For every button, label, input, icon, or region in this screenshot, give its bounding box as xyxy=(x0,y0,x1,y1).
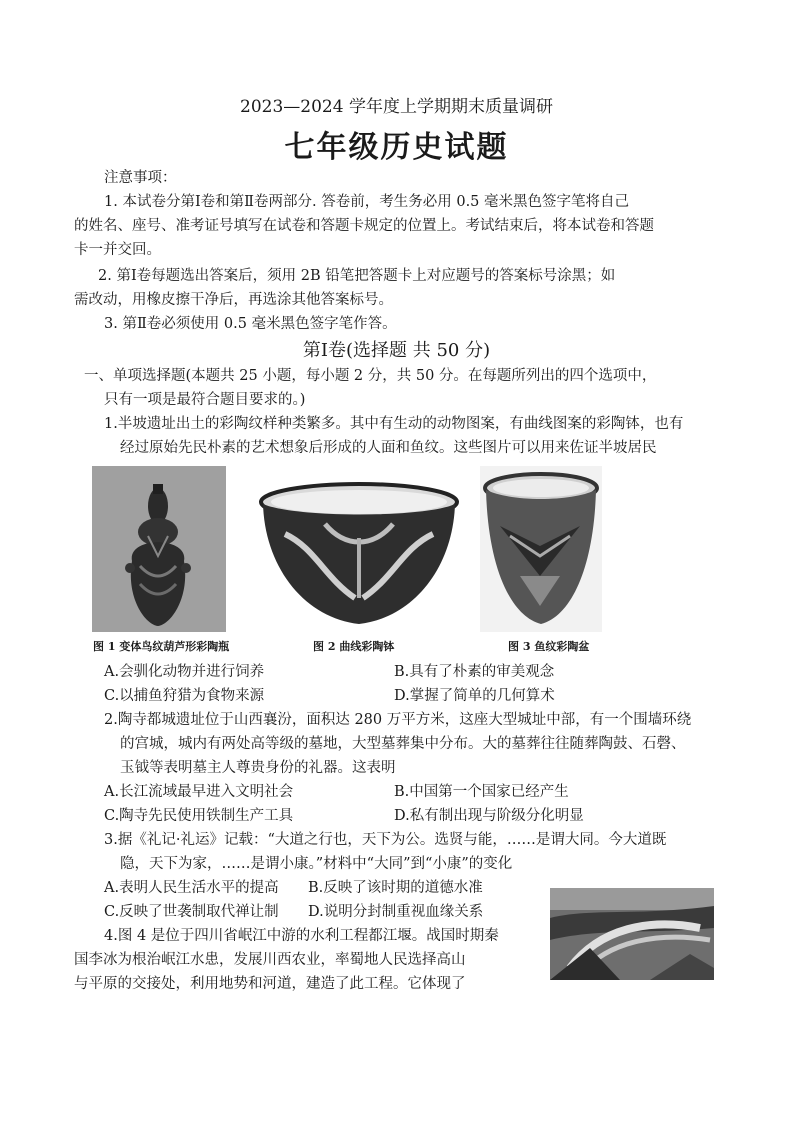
figure-2-bowl xyxy=(255,478,463,632)
figure-3-caption: 图 3 鱼纹彩陶盆 xyxy=(508,640,590,653)
option-c: C.反映了世袭制取代禅让制 xyxy=(104,904,279,920)
notice-line: 的姓名、座号、准考证号填写在试卷和答题卡规定的位置上。考试结束后，将本试卷和答题 xyxy=(74,218,654,234)
question-stem: 的宫城，城内有两处高等级的墓地，大型墓葬集中分布。大的墓葬往往随葬陶鼓、石磬、 xyxy=(120,736,686,752)
question-stem: 隐，天下为家，……是谓小康。”材料中“大同”到“小康”的变化 xyxy=(120,856,513,872)
option-d: D.掌握了简单的几何算术 xyxy=(394,688,555,704)
option-a: A.会驯化动物并进行饲养 xyxy=(104,664,265,680)
section-instruction: 只有一项是最符合题目要求的。) xyxy=(104,392,306,408)
option-b: B.中国第一个国家已经产生 xyxy=(394,784,569,800)
question-stem: 与平原的交接处，利用地势和河道，建造了此工程。它体现了 xyxy=(74,976,466,992)
question-stem: 3.据《礼记·礼运》记载：“大道之行也，天下为公。选贤与能，……是谓大同。今大道既 xyxy=(104,832,667,848)
notice-line: 2. 第Ⅰ卷每题选出答案后，须用 2B 铅笔把答题卡上对应题号的答案标号涂黑；如 xyxy=(98,268,616,284)
option-d: D.私有制出现与阶级分化明显 xyxy=(394,808,584,824)
figure-4-dujiangyan xyxy=(550,888,714,980)
option-a: A.表明人民生活水平的提高 xyxy=(104,880,279,896)
dujiangyan-photo xyxy=(550,888,714,980)
curve-bowl-image xyxy=(255,478,463,632)
notice-line: 卡一并交回。 xyxy=(74,242,161,258)
option-b: B.具有了朴素的审美观念 xyxy=(394,664,555,680)
option-c: C.陶寺先民使用铁制生产工具 xyxy=(104,808,294,824)
notice-heading: 注意事项： xyxy=(104,170,177,186)
question-stem: 1.半坡遗址出土的彩陶纹样种类繁多。其中有生动的动物图案，有曲线图案的彩陶钵，也有 xyxy=(104,416,684,432)
section-instruction: 一、单项选择题(本题共 25 小题，每小题 2 分，共 50 分。在每题所列出的四个选项中， xyxy=(84,368,657,384)
option-c: C.以捕鱼狩猎为食物来源 xyxy=(104,688,265,704)
figure-3-fish-basin xyxy=(480,466,602,632)
question-stem: 国李冰为根治岷江水患，发展川西农业，率蜀地人民选择高山 xyxy=(74,952,466,968)
option-b: B.反映了该时期的道德水准 xyxy=(308,880,483,896)
fish-basin-image xyxy=(480,466,602,632)
figure-1-caption: 图 1 变体鸟纹葫芦形彩陶瓶 xyxy=(93,640,230,653)
exam-subtitle: 2023—2024 学年度上学期期末质量调研 xyxy=(240,97,553,117)
figure-1-gourd-vase xyxy=(92,466,226,632)
option-d: D.说明分封制重视血缘关系 xyxy=(308,904,484,920)
figure-2-caption: 图 2 曲线彩陶钵 xyxy=(313,640,395,653)
exam-title: 七年级历史试题 xyxy=(284,130,509,165)
question-stem: 2.陶寺都城遗址位于山西襄汾，面积达 280 万平方米，这座大型城址中部，有一个围墙环绕 xyxy=(104,712,692,728)
gourd-vase-image xyxy=(92,466,226,632)
question-stem: 经过原始先民朴素的艺术想象后形成的人面和鱼纹。这些图片可以用来佐证半坡居民 xyxy=(120,440,657,456)
section-title: 第Ⅰ卷(选择题 共 50 分) xyxy=(302,340,491,361)
question-stem: 4.图 4 是位于四川省岷江中游的水利工程都江堰。战国时期秦 xyxy=(104,928,499,944)
notice-line: 1. 本试卷分第Ⅰ卷和第Ⅱ卷两部分. 答卷前，考生务必用 0.5 毫米黑色签字笔将自己 xyxy=(104,194,630,210)
question-stem: 玉钺等表明墓主人尊贵身份的礼器。这表明 xyxy=(120,760,396,776)
option-a: A.长江流域最早进入文明社会 xyxy=(104,784,294,800)
notice-line: 3. 第Ⅱ卷必须使用 0.5 毫米黑色签字笔作答。 xyxy=(104,316,397,332)
notice-line: 需改动，用橡皮擦干净后，再选涂其他答案标号。 xyxy=(74,292,393,308)
